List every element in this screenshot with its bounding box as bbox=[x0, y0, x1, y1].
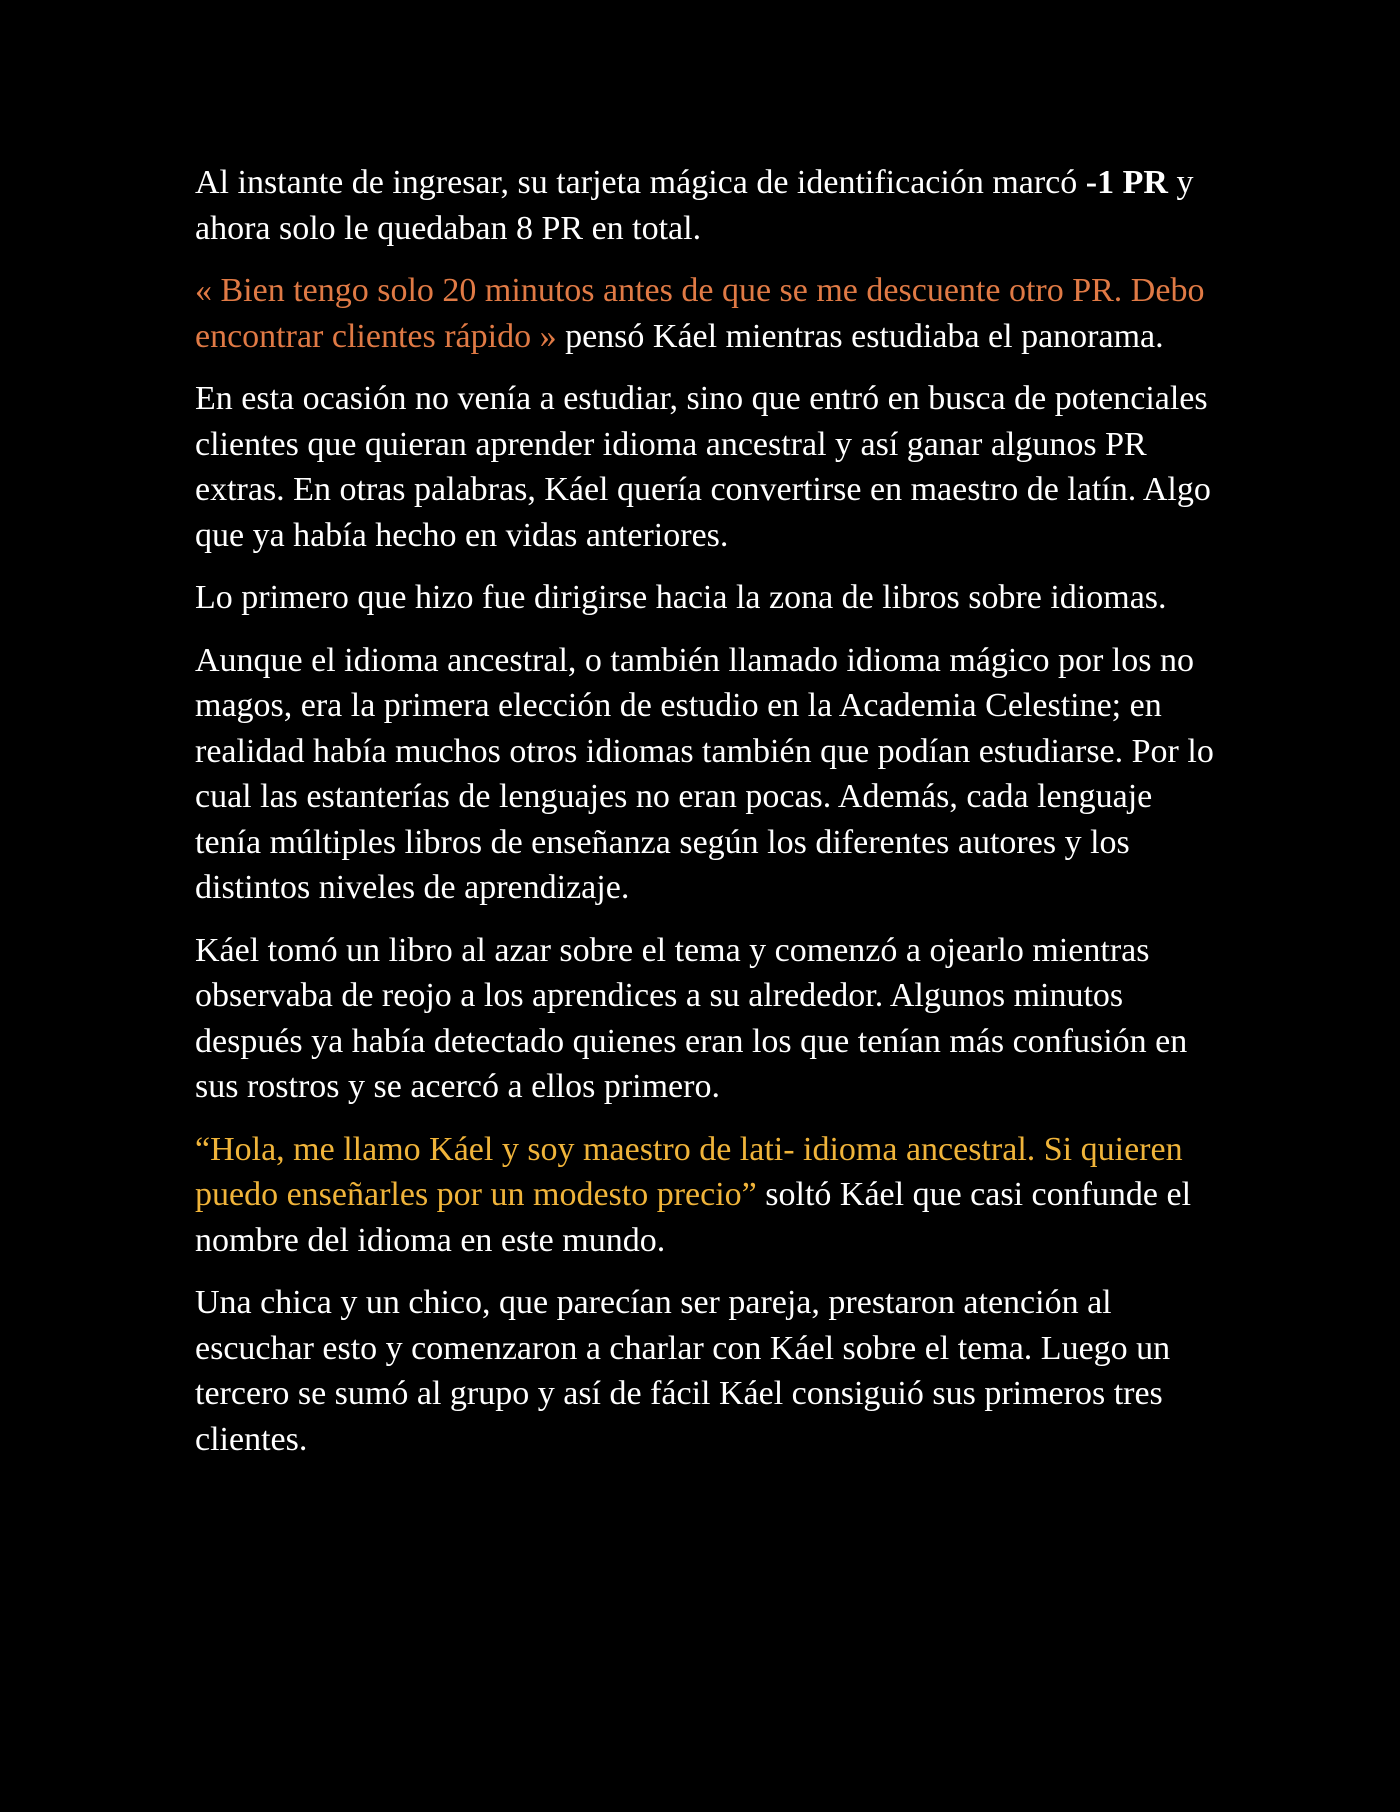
paragraph-text: y ahora solo le quedaban 8 PR en total. bbox=[195, 164, 1194, 247]
paragraph-text: Lo primero que hizo fue dirigirse hacia la zona de libros sobre idiomas. bbox=[195, 579, 1167, 616]
paragraph-1 bbox=[195, 160, 1225, 251]
paragraph-4 bbox=[195, 575, 1225, 621]
paragraph-text: En esta ocasión no venía a estudiar, sino que entró en busca de potenciales clientes que quieran aprender idioma ancestral y así ganar algunos PR extras. En otras palabras, Káel quería convertirse en maestro de latín. Algo que ya había hecho en vidas anteriores. bbox=[195, 380, 1211, 554]
paragraph-3 bbox=[195, 376, 1225, 558]
paragraph-6 bbox=[195, 928, 1225, 1110]
paragraph-7 bbox=[195, 1127, 1225, 1264]
paragraph-text: Al instante de ingresar, su tarjeta mágica de identificación marcó bbox=[195, 164, 1086, 201]
paragraph-2 bbox=[195, 268, 1225, 359]
paragraph-text: Káel tomó un libro al azar sobre el tema y comenzó a ojearlo mientras observaba de reojo a los aprendices a su alrededor. Algunos minutos después ya había detectado quienes eran los que tenían más confusión en sus rostros y se acercó a ellos primero. bbox=[195, 931, 1188, 1105]
document-body bbox=[195, 160, 1225, 1479]
dialogue-text: “Hola, me llamo Káel y soy maestro de lati- idioma ancestral. Si quieren puedo enseñarles por un modesto precio” bbox=[195, 1130, 1183, 1213]
pr-cost-text: -1 PR bbox=[1085, 164, 1168, 201]
paragraph-8 bbox=[195, 1280, 1225, 1462]
paragraph-5 bbox=[195, 638, 1225, 911]
paragraph-text: Una chica y un chico, que parecían ser pareja, prestaron atención al escuchar esto y comenzaron a charlar con Káel sobre el tema. Luego un tercero se sumó al grupo y así de fácil Káel consiguió sus primeros tres clientes. bbox=[195, 1284, 1171, 1458]
paragraph-text: Aunque el idioma ancestral, o también llamado idioma mágico por los no magos, era la primera elección de estudio en la Academia Celestine; en realidad había muchos otros idiomas también que podían estudiarse. Por lo cual las estanterías de lenguajes no eran pocas. Además, cada lenguaje tenía múltiples libros de enseñanza según los diferentes autores y los distintos niveles de aprendizaje. bbox=[195, 641, 1214, 906]
thought-text: « Bien tengo solo 20 minutos antes de que se me descuente otro PR. Debo encontrar clientes rápido » bbox=[195, 272, 1205, 355]
paragraph-text: soltó Káel que casi confunde el nombre del idioma en este mundo. bbox=[195, 1176, 1192, 1259]
paragraph-text: pensó Káel mientras estudiaba el panorama. bbox=[556, 317, 1164, 355]
